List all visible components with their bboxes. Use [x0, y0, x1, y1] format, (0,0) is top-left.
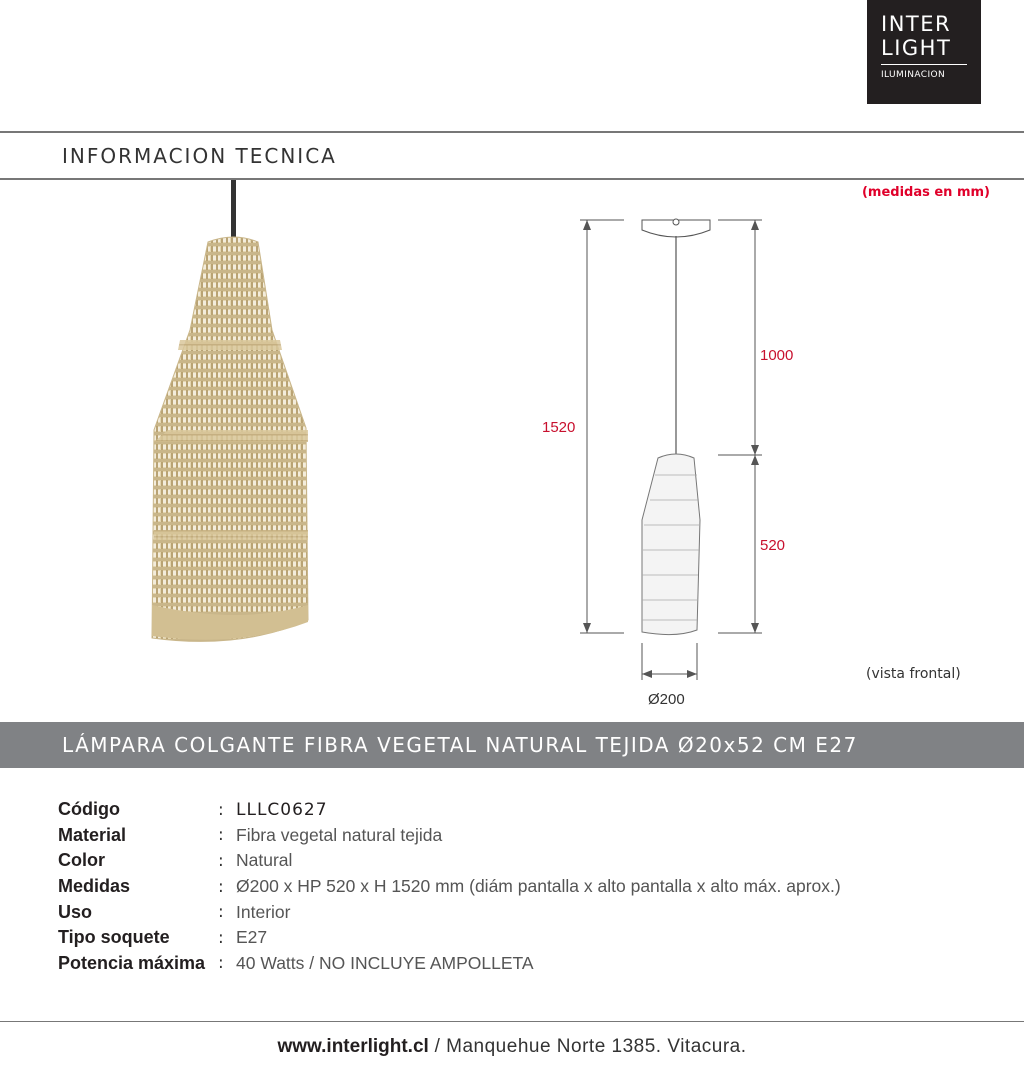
- spec-key: Código: [58, 799, 120, 820]
- divider-top: [0, 131, 1024, 133]
- dim-diameter: Ø200: [648, 691, 685, 708]
- spec-colon: :: [218, 799, 224, 820]
- footer-separator: /: [428, 1036, 447, 1057]
- section-title: INFORMACION TECNICA: [62, 144, 337, 168]
- brand-line-3: ILUMINACION: [881, 70, 946, 80]
- spec-key: Color: [58, 850, 105, 871]
- brand-line-2: LIGHT: [881, 36, 952, 60]
- spec-colon: :: [218, 850, 224, 871]
- spec-value: Natural: [236, 850, 293, 871]
- view-note: (vista frontal): [866, 666, 961, 682]
- spec-key: Tipo soquete: [58, 927, 170, 948]
- spec-row: [58, 874, 841, 900]
- logo-rule: [881, 64, 967, 65]
- spec-value: E27: [236, 927, 268, 948]
- spec-row: [58, 925, 841, 951]
- dim-total-height: 1520: [542, 419, 576, 436]
- spec-colon: :: [218, 953, 224, 974]
- spec-colon: :: [218, 927, 224, 948]
- lamp-photo: [140, 180, 340, 660]
- spec-colon: :: [218, 902, 224, 923]
- spec-value: LLLC0627: [236, 799, 328, 820]
- spec-value: Interior: [236, 901, 291, 922]
- spec-row: [58, 848, 841, 874]
- website-link[interactable]: www.interlight.cl: [277, 1036, 429, 1057]
- spec-colon: :: [218, 876, 224, 897]
- brand-line-1: INTER: [881, 12, 952, 36]
- spec-key: Medidas: [58, 876, 131, 897]
- address: Manquehue Norte 1385. Vitacura.: [446, 1036, 747, 1057]
- technical-drawing: [520, 200, 794, 710]
- spec-key: Uso: [58, 901, 93, 922]
- product-title: LÁMPARA COLGANTE FIBRA VEGETAL NATURAL TEJIDA Ø20x52 CM E27: [62, 733, 858, 757]
- spec-row: [58, 823, 841, 849]
- spec-row: [58, 951, 841, 977]
- units-note: (medidas en mm): [861, 185, 990, 200]
- spec-table: [58, 797, 841, 976]
- footer: [0, 1036, 1024, 1058]
- dim-shade-height: 520: [760, 537, 786, 554]
- spec-value: Ø200 x HP 520 x H 1520 mm (diám pantalla x alto pantalla x alto máx. aprox.): [236, 876, 841, 897]
- spec-key: Material: [58, 824, 127, 845]
- spec-value: 40 Watts / NO INCLUYE AMPOLLETA: [236, 952, 534, 973]
- spec-row: [58, 797, 841, 823]
- spec-row: [58, 899, 841, 925]
- divider-footer: [0, 1021, 1024, 1022]
- spec-value: Fibra vegetal natural tejida: [236, 824, 443, 845]
- spec-colon: :: [218, 825, 224, 846]
- brand-logo: [867, 0, 981, 104]
- dim-cable-length: 1000: [760, 347, 794, 364]
- spec-key: Potencia máxima: [58, 952, 206, 973]
